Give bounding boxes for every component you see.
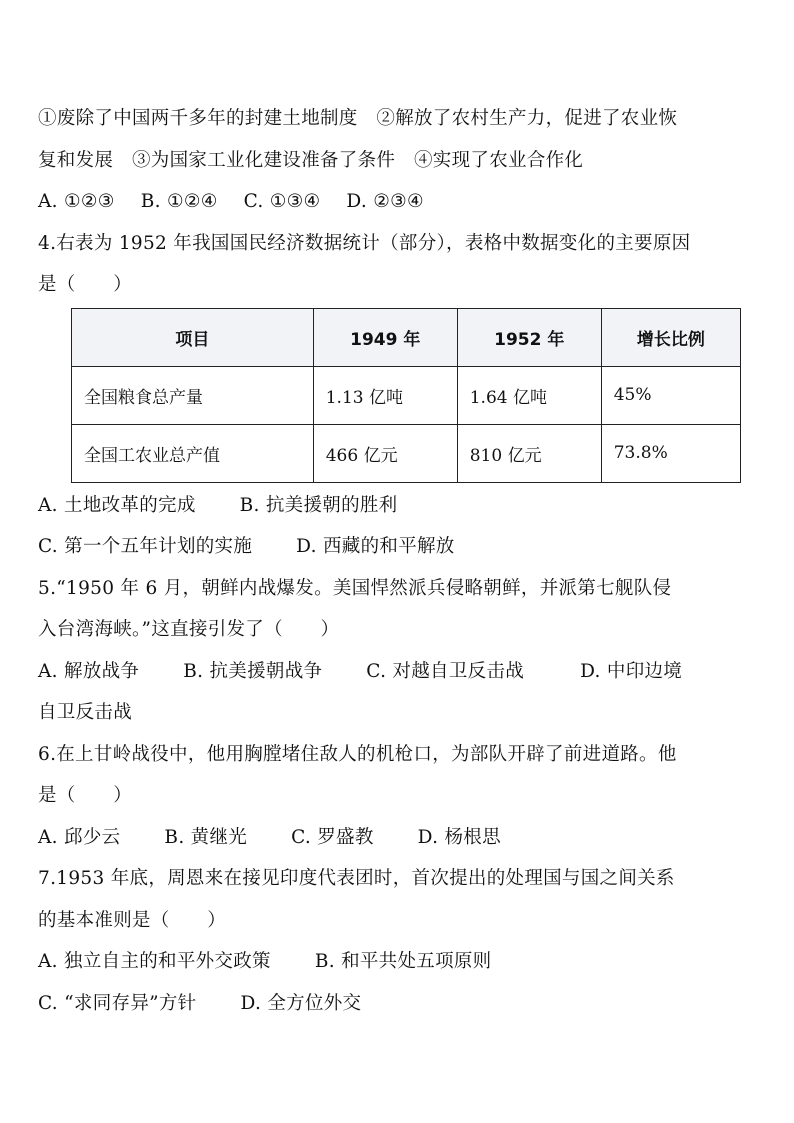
q5-option-d[interactable]: D. 中印边境 <box>580 660 683 682</box>
q7-options-line-2 <box>38 983 758 1025</box>
q6-options <box>38 817 758 859</box>
q5-stem-line-1: 5.“1950 年 6 月，朝鲜内战爆发。美国悍然派兵侵略朝鲜，并派第七舰队侵 <box>38 577 672 599</box>
q7-stem-line-2: 的基本准则是（ ） <box>38 909 227 931</box>
q6-option-d[interactable]: D. 杨根思 <box>417 826 501 848</box>
q6-stem-line-1: 6.在上甘岭战役中，他用胸膛堵住敌人的机枪口，为部队开辟了前进道路。他 <box>38 743 677 765</box>
q6-stem-line-2: 是（ ） <box>38 785 133 806</box>
q6-option-b[interactable]: B. 黄继光 <box>164 826 248 848</box>
q6-option-c[interactable]: C. 罗盛教 <box>291 826 374 848</box>
q5-options <box>38 651 758 693</box>
q5-option-d-continued[interactable]: 自卫反击战 <box>38 702 133 723</box>
table-header-row <box>72 308 741 366</box>
table-cell-item: 全国粮食总产量 <box>72 366 314 424</box>
table-row <box>72 366 741 424</box>
q5-option-c[interactable]: C. 对越自卫反击战 <box>366 660 525 682</box>
table-cell-1952: 810 亿元 <box>457 424 601 482</box>
q6-option-a[interactable]: A. 邱少云 <box>38 826 121 848</box>
q7-option-a[interactable]: A. 独立自主的和平外交政策 <box>38 951 271 972</box>
q4-option-d[interactable]: D. 西藏的和平解放 <box>296 536 455 557</box>
q3-option-b[interactable]: B. ①②④ <box>140 191 218 212</box>
q3-statement-line-1: ①废除了中国两千多年的封建土地制度 ②解放了农村生产力，促进了农业恢 <box>38 108 678 129</box>
q7-option-c[interactable]: C. “求同存异”方针 <box>38 992 197 1014</box>
q5-option-a[interactable]: A. 解放战争 <box>38 660 140 682</box>
table-header-1952: 1952 年 <box>457 308 601 366</box>
q7-options-line-1 <box>38 941 758 983</box>
q7-option-d[interactable]: D. 全方位外交 <box>240 992 362 1014</box>
q4-stem-line-1: 4.右表为 1952 年我国国民经济数据统计（部分），表格中数据变化的主要原因 <box>38 232 691 254</box>
table-cell-1949: 1.13 亿吨 <box>313 366 457 424</box>
table-header-growth: 增长比例 <box>601 308 740 366</box>
table-cell-item: 全国工农业总产值 <box>72 424 314 482</box>
q4-options-line-1 <box>38 485 758 527</box>
table-row <box>72 424 741 482</box>
table-header-item: 项目 <box>72 308 314 366</box>
q3-option-d[interactable]: D. ②③④ <box>346 191 424 212</box>
q4-options-line-2 <box>38 526 758 568</box>
q7-stem-line-1: 7.1953 年底，周恩来在接见印度代表团时，首次提出的处理国与国之间关系 <box>38 868 675 889</box>
q5-option-b[interactable]: B. 抗美援朝战争 <box>183 660 323 682</box>
table-cell-growth: 45% <box>601 366 740 424</box>
q3-options <box>38 181 758 223</box>
exam-page <box>38 98 758 1024</box>
q3-option-c[interactable]: C. ①③④ <box>243 191 321 212</box>
q4-stem-line-2: 是（ ） <box>38 274 133 295</box>
q4-option-a[interactable]: A. 土地改革的完成 <box>38 494 196 516</box>
q3-statement-line-2: 复和发展 ③为国家工业化建设准备了条件 ④实现了农业合作化 <box>38 149 584 171</box>
table-header-1949: 1949 年 <box>313 308 457 366</box>
q4-option-b[interactable]: B. 抗美援朝的胜利 <box>239 494 398 516</box>
q4-option-c[interactable]: C. 第一个五年计划的实施 <box>38 536 253 557</box>
q7-option-b[interactable]: B. 和平共处五项原则 <box>314 951 492 972</box>
table-cell-1952: 1.64 亿吨 <box>457 366 601 424</box>
q3-option-a[interactable]: A. ①②③ <box>38 191 115 212</box>
table-cell-growth: 73.8% <box>601 424 740 482</box>
table-cell-1949: 466 亿元 <box>313 424 457 482</box>
q5-stem-line-2: 入台湾海峡。”这直接引发了（ ） <box>38 619 340 640</box>
q4-data-table <box>71 308 741 483</box>
